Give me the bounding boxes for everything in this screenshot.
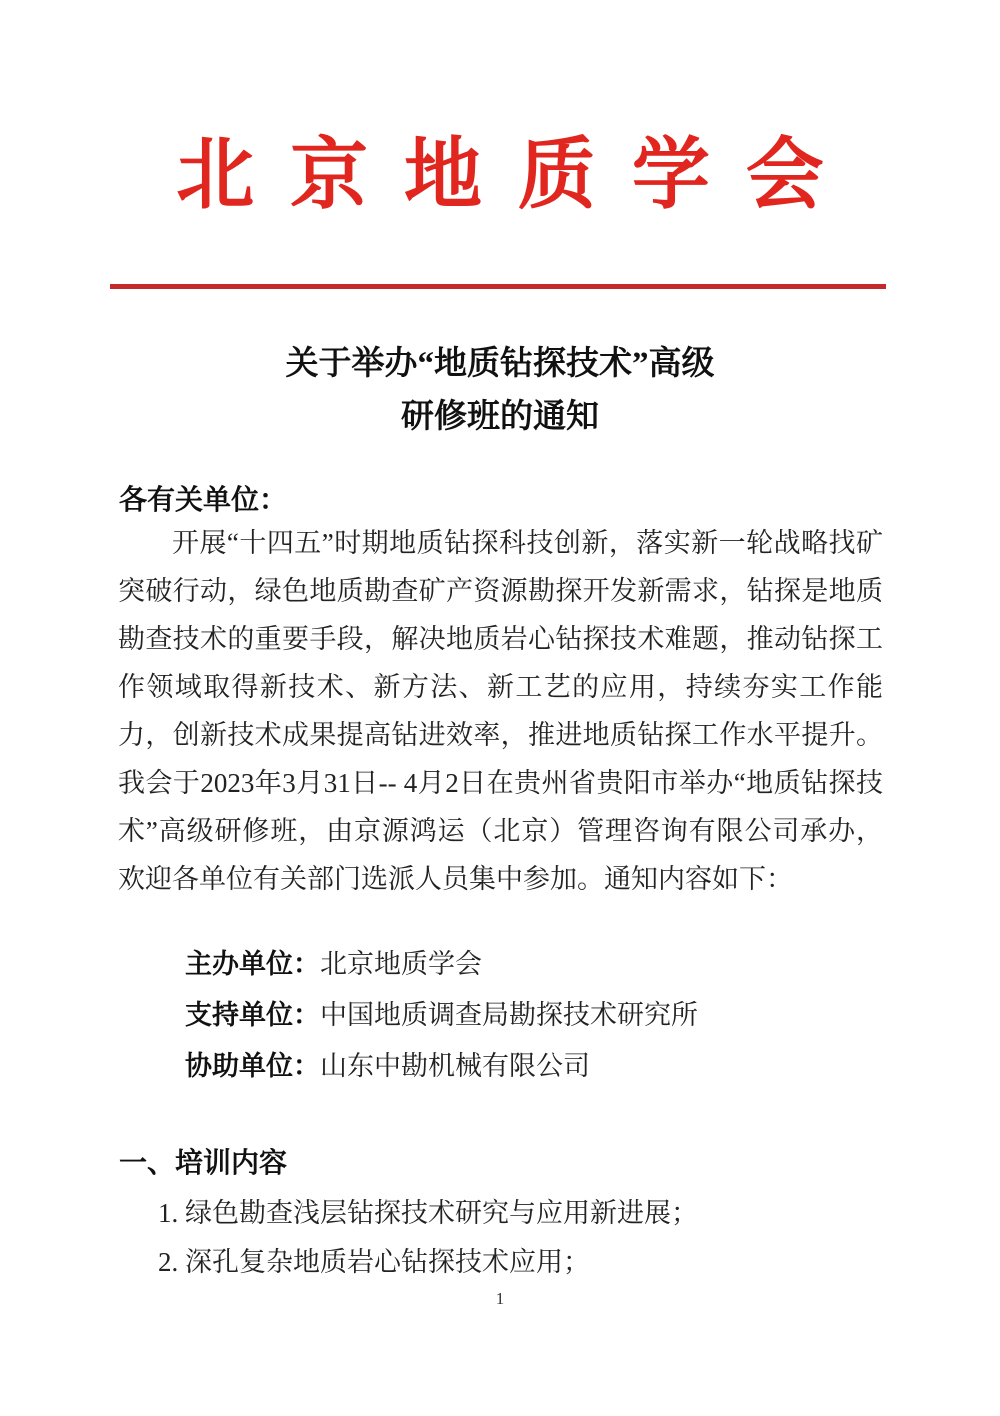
document-title: [0, 338, 1000, 444]
training-content-item-1: 1. 绿色勘查浅层钻探技术研究与应用新进展；: [158, 1198, 698, 1228]
page-number: 1: [495, 1289, 505, 1308]
organizer-label-assist: 协助单位：: [185, 1051, 320, 1081]
organizer-value-host: 北京地质学会: [320, 949, 482, 979]
letterhead-divider-rule: [110, 284, 886, 289]
organizer-label-support: 支持单位：: [185, 1000, 320, 1030]
organizer-value-assist: 山东中勘机械有限公司: [320, 1051, 590, 1081]
organizer-row-support: [185, 990, 698, 1041]
document-title-line1: 关于举办“地质钻探技术”高级: [285, 346, 715, 382]
organizer-row-host: [185, 939, 698, 990]
organizer-row-assist: [185, 1041, 698, 1092]
organizers-block: [185, 939, 698, 1092]
body-paragraph: 开展“十四五”时期地质钻探科技创新，落实新一轮战略找矿突破行动，绿色地质勘查矿产资源勘探开发新需求，钻探是地质勘查技术的重要手段，解决地质岩心钻探技术难题，推动钻探工作领域取得新技术、新方法、新工艺的应用，持续夯实工作能力，创新技术成果提高钻进效率，推进地质钻探工作水平提升。我会于2023年3月31日-- 4月2日在贵州省贵阳市举办“地质钻探技术”高级研修班，由京源鸿运（北京）管理咨询有限公司承办，欢迎各单位有关部门选派人员集中参加。通知内容如下：: [118, 528, 883, 894]
section-heading-training-content: 一、培训内容: [119, 1148, 288, 1179]
salutation: 各有关单位：: [119, 485, 288, 516]
document-title-line2: 研修班的通知: [401, 399, 599, 435]
organizer-label-host: 主办单位：: [185, 949, 320, 979]
training-content-item-2: 2. 深孔复杂地质岩心钻探技术应用；: [158, 1247, 590, 1277]
organizer-value-support: 中国地质调查局勘探技术研究所: [320, 1000, 698, 1030]
letterhead-org-name: 北京地质学会: [176, 131, 860, 218]
training-content-list: [158, 1189, 698, 1287]
